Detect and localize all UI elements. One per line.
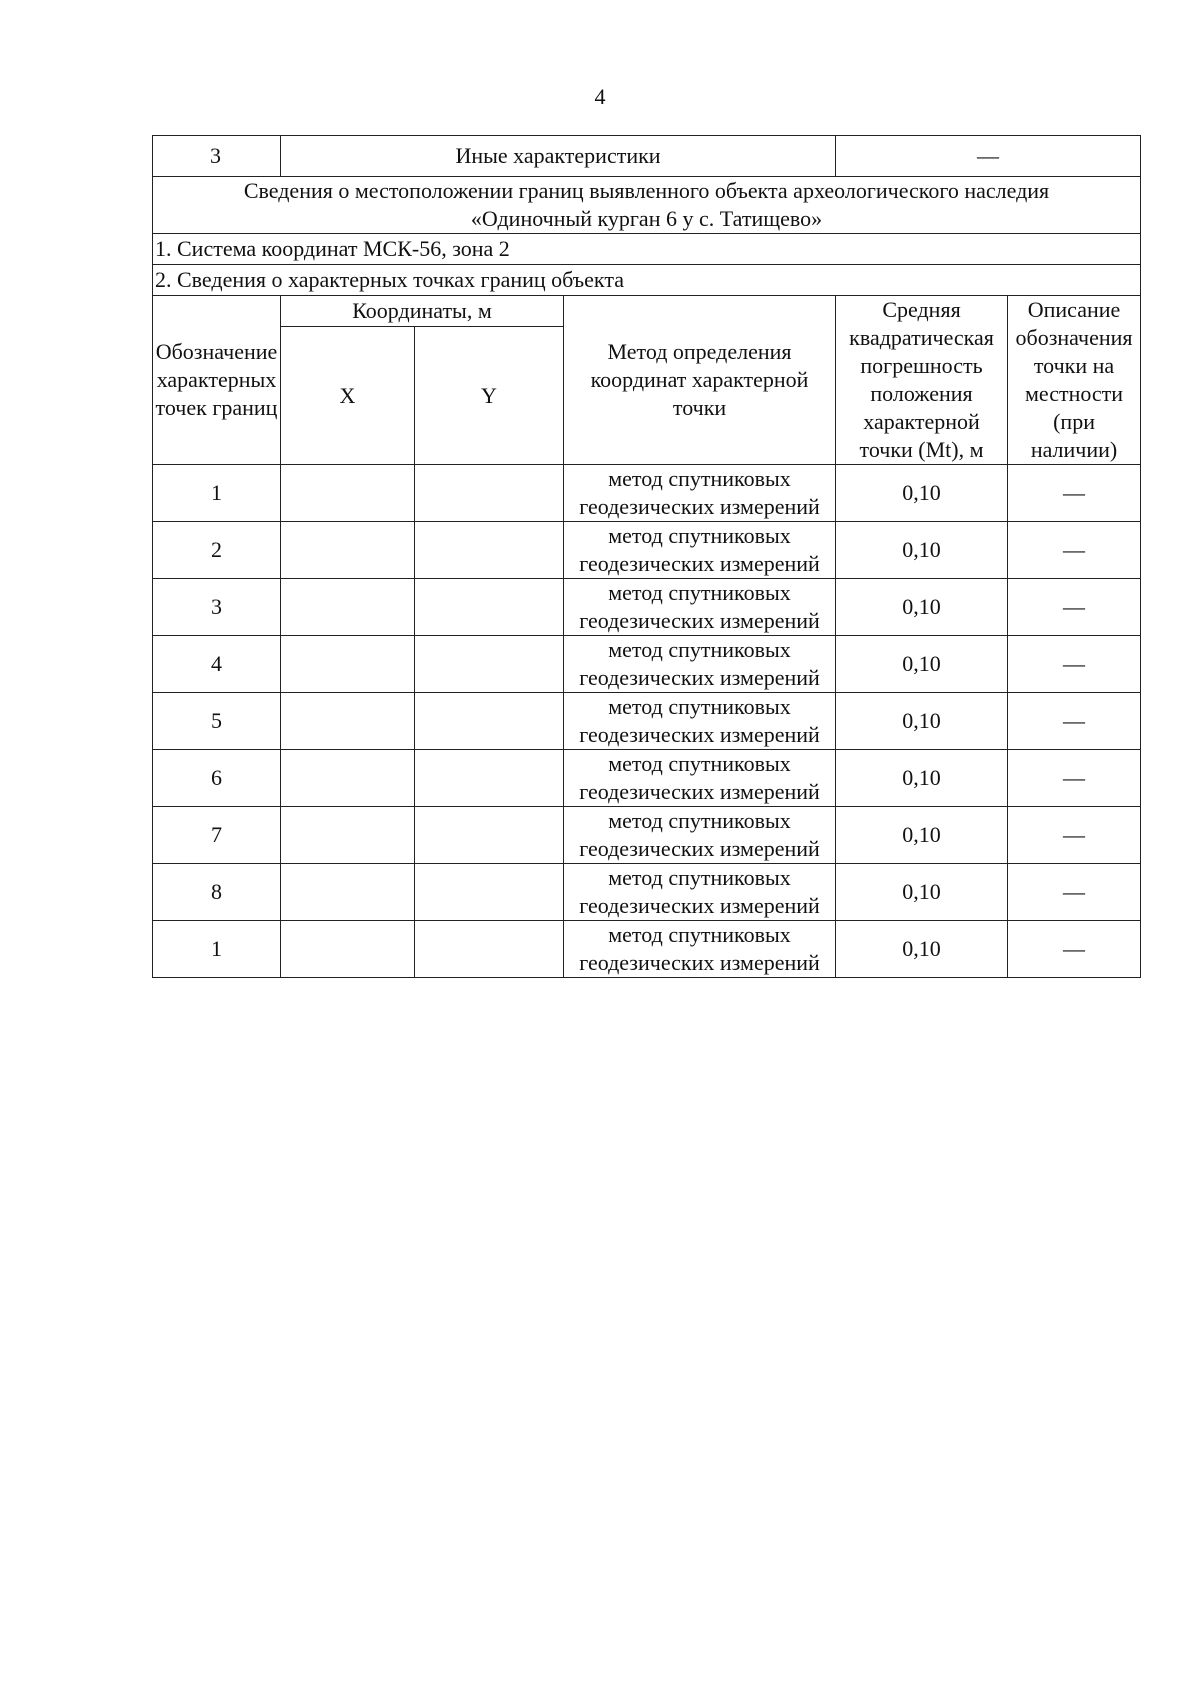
point-method: метод спутниковых геодезических измерений: [564, 636, 836, 693]
point-y: [415, 750, 564, 807]
header-method: Метод определения координат характерной точки: [564, 296, 836, 465]
point-method: метод спутниковых геодезических измерений: [564, 579, 836, 636]
table-row: [153, 522, 1141, 579]
point-id: 7: [153, 807, 281, 864]
coord-system: 1. Система координат МСК-56, зона 2: [153, 234, 1141, 265]
table-row: [153, 864, 1141, 921]
point-description: —: [1008, 465, 1141, 522]
point-y: [415, 636, 564, 693]
point-error: 0,10: [836, 693, 1008, 750]
point-error: 0,10: [836, 579, 1008, 636]
point-description: —: [1008, 807, 1141, 864]
point-id: 6: [153, 750, 281, 807]
point-error: 0,10: [836, 807, 1008, 864]
point-method: метод спутниковых геодезических измерений: [564, 693, 836, 750]
point-y: [415, 921, 564, 978]
table-row: [153, 807, 1141, 864]
point-y: [415, 522, 564, 579]
boundaries-title: [153, 177, 1141, 234]
point-id: 5: [153, 693, 281, 750]
header-x: X: [281, 327, 415, 465]
point-method: метод спутниковых геодезических измерений: [564, 864, 836, 921]
header-description: Описание обозначения точки на местности (при наличии): [1008, 296, 1141, 465]
header-designation: Обозначение характерных точек границ: [153, 296, 281, 465]
table-row: [153, 636, 1141, 693]
table-row: [153, 693, 1141, 750]
header-y: Y: [415, 327, 564, 465]
point-y: [415, 693, 564, 750]
point-error: 0,10: [836, 750, 1008, 807]
point-y: [415, 807, 564, 864]
point-id: 8: [153, 864, 281, 921]
point-y: [415, 465, 564, 522]
point-id: 4: [153, 636, 281, 693]
page-number: 4: [594, 84, 606, 109]
boundaries-table: [152, 135, 1141, 978]
point-method: метод спутниковых геодезических измерений: [564, 465, 836, 522]
header-error: Средняя квадратическая погрешность положения характерной точки (Mt), м: [836, 296, 1008, 465]
point-method: метод спутниковых геодезических измерений: [564, 921, 836, 978]
other-characteristics-label: Иные характеристики: [281, 136, 836, 177]
row-number: 3: [153, 136, 281, 177]
point-id: 1: [153, 921, 281, 978]
point-method: метод спутниковых геодезических измерений: [564, 522, 836, 579]
table-row: [153, 921, 1141, 978]
point-id: 3: [153, 579, 281, 636]
point-description: —: [1008, 693, 1141, 750]
point-y: [415, 864, 564, 921]
point-description: —: [1008, 750, 1141, 807]
point-id: 1: [153, 465, 281, 522]
header-coordinates: Координаты, м: [281, 296, 564, 327]
points-title-row: [153, 265, 1141, 296]
other-characteristics-row: [153, 136, 1141, 177]
table-row: [153, 579, 1141, 636]
point-x: [281, 864, 415, 921]
point-x: [281, 522, 415, 579]
other-characteristics-value: —: [836, 136, 1141, 177]
point-x: [281, 636, 415, 693]
point-x: [281, 465, 415, 522]
point-x: [281, 579, 415, 636]
point-id: 2: [153, 522, 281, 579]
point-description: —: [1008, 864, 1141, 921]
point-description: —: [1008, 522, 1141, 579]
point-description: —: [1008, 579, 1141, 636]
table-row: [153, 750, 1141, 807]
header-row-1: [153, 296, 1141, 327]
table-row: [153, 465, 1141, 522]
point-error: 0,10: [836, 921, 1008, 978]
point-x: [281, 693, 415, 750]
point-x: [281, 807, 415, 864]
point-x: [281, 921, 415, 978]
point-description: —: [1008, 636, 1141, 693]
point-x: [281, 750, 415, 807]
boundaries-title-line1: Сведения о местоположении границ выявленного объекта археологического наследия: [243, 178, 1050, 203]
point-error: 0,10: [836, 636, 1008, 693]
point-error: 0,10: [836, 864, 1008, 921]
points-title: 2. Сведения о характерных точках границ объекта: [153, 265, 1141, 296]
point-method: метод спутниковых геодезических измерений: [564, 750, 836, 807]
point-y: [415, 579, 564, 636]
boundaries-title-line2: «Одиночный курган 6 у с. Татищево»: [470, 206, 823, 231]
coord-system-row: [153, 234, 1141, 265]
point-error: 0,10: [836, 465, 1008, 522]
point-method: метод спутниковых геодезических измерений: [564, 807, 836, 864]
point-description: —: [1008, 921, 1141, 978]
point-error: 0,10: [836, 522, 1008, 579]
boundaries-title-row: [153, 177, 1141, 234]
